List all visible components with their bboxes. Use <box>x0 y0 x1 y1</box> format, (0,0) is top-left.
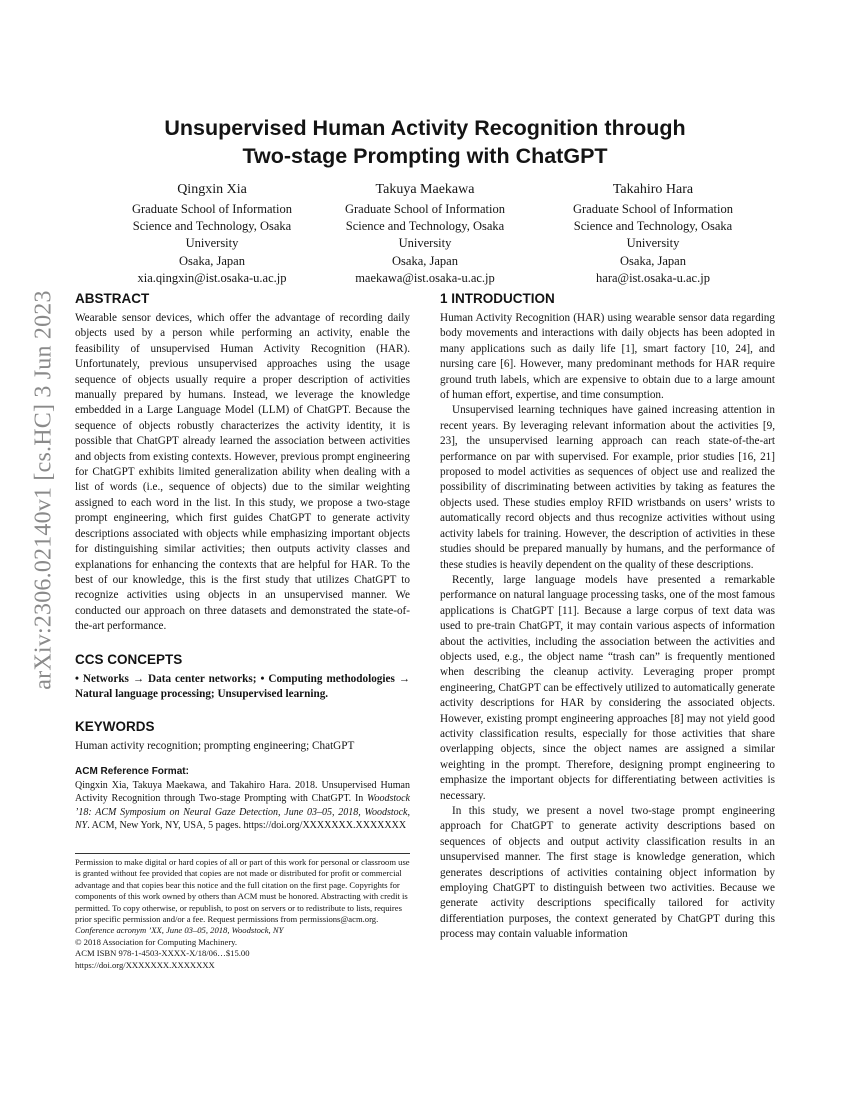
author-email: maekawa@ist.osaka-u.ac.jp <box>355 270 495 285</box>
ccs-heading: CCS CONCEPTS <box>75 651 183 667</box>
permission-notice: Permission to make digital or hard copies of all or part of this work for personal or classroom use is granted without fee provided that copies are not made or distributed for profit or commercial advantage and that copies bear this notice and the full citation on the first page. Copyrights for components of this work owned by others than ACM must be honored. Abstracting with credit is permitted. To copy otherwise, or republish, to post on servers or to redistribute to lists, requires prior specific permission and/or a fee. Request permissions from permissions@acm.org. <box>75 857 410 925</box>
keywords-text: Human activity recognition; prompting engineering; ChatGPT <box>75 740 355 753</box>
intro-paragraph-1: Human Activity Recognition (HAR) using wearable sensor data regarding body movements and interactions with daily objects has been adopted in many applications such as daily life [1], smart factory [10, 24], and nursing care [6]. However, many predominant methods for HAR require ground truth labels, which are expensive to obtain due to a large amount of human effort, expertise, and time consumption. <box>440 312 775 402</box>
author-name: Takuya Maekawa <box>375 182 475 197</box>
paper-title <box>100 114 750 170</box>
author-affiliation: University <box>185 236 239 251</box>
intro-paragraph-3: Recently, large language models have presented a remarkable performance on natural language processing tasks, one of the most famous applications is ChatGPT [11]. Because a large corpus of text data was used to pre-train ChatGPT, it may contain various aspects of information about the activities, including the association between the activities and objects used, e.g., the object name “trash can” is frequently mentioned when describing the cleanup activity. Leveraging proper prompt engineering, ChatGPT can be effectively utilized to automatically generate activity descriptions for HAR by considering the associated objects. However, existing prompt engineering approaches [8] may not yield good activity classification results, especially for those activities that share overlapping objects, since the object names are assigned a similar weighting in the prompt. Therefore, designing prompt engineering to emphasize the important objects for differentiating between activities is necessary. <box>440 573 775 802</box>
intro-paragraph-4: In this study, we present a novel two-stage prompt engineering approach for ChatGPT to generate activity descriptions based on sequences of objects and output activity classification results in an unsupervised manner. The first stage is knowledge generation, which generates descriptions of activities containing object information by employing ChatGPT to distinguish between two activities. Because we generate activity descriptions specifically tailored for activity differentiation purposes, the context generated by ChatGPT during this process may contain valuable information <box>440 805 775 941</box>
acm-reference-text <box>75 779 410 833</box>
ccs-concepts: • Networks → Data center networks; • Computing methodologies → Natural language processing; Unsupervised learning. <box>75 672 410 700</box>
author-location: Osaka, Japan <box>179 253 245 268</box>
right-column <box>440 290 775 943</box>
author-name: Takahiro Hara <box>612 182 694 197</box>
abstract-heading: ABSTRACT <box>75 291 150 306</box>
title-line-1: Unsupervised Human Activity Recognition through <box>164 116 686 140</box>
author-location: Osaka, Japan <box>392 253 458 268</box>
intro-paragraph-2: Unsupervised learning techniques have gained increasing attention in recent years. By leveraging relevant information about the activities [9, 23], the unsupervised learning approach can reach state-of-the-art performance on par with supervised. For example, prior studies [16, 21] proposed to model activities as sequences of object use and realized the possibility of discriminating between activities by taking as features the objects used. These studies employ RFID wristbands on users’ wrists to automatically record objects and thus recognize activities without using activity labels for training. However, the description of activities in these studies should be prepared manually by humans, and the performance of these studies is heavily dependent on the quality of these descriptions. <box>440 404 775 571</box>
title-line-2: Two-stage Prompting with ChatGPT <box>242 144 608 168</box>
author-block <box>112 180 312 287</box>
author-name: Qingxin Xia <box>177 182 247 197</box>
acm-reference-authors: Qingxin Xia, Takuya Maekawa, and Takahiro Hara. 2018. Unsupervised Human Activity Recognition through Two-stage Prompting with ChatGPT. In <box>75 779 410 805</box>
author-affiliation: Graduate School of Information <box>572 202 734 216</box>
keywords-heading: KEYWORDS <box>75 719 155 735</box>
acm-reference-heading: ACM Reference Format: <box>75 765 189 777</box>
introduction-heading: 1 INTRODUCTION <box>440 291 555 306</box>
author-affiliation: Graduate School of Information <box>131 202 293 216</box>
arxiv-side-stamp <box>24 290 64 690</box>
acm-reference-publisher: . ACM, New York, NY, USA, 5 pages. https://doi.org/XXXXXXX.XXXXXXX <box>87 820 407 832</box>
author-email: hara@ist.osaka-u.ac.jp <box>596 270 710 285</box>
author-affiliation: University <box>626 236 680 251</box>
author-affiliation: University <box>398 236 452 251</box>
author-affiliation: Science and Technology, Osaka <box>132 219 292 234</box>
doi-line: https://doi.org/XXXXXXX.XXXXXXX <box>75 959 215 970</box>
arxiv-identifier: arXiv:2306.02140v1 [cs.HC] 3 Jun 2023 <box>30 290 57 690</box>
copyright-footnote <box>75 853 410 971</box>
acm-reference-venue: Woodstock ’18: ACM Symposium on Neural Gaze Detection, June 03–05, 2018, Woodstock, NY <box>75 793 410 832</box>
copyright-line: © 2018 Association for Computing Machinery. <box>75 936 238 947</box>
abstract-text: Wearable sensor devices, which offer the advantage of recording daily objects used by a person while performing an activity, enable the feasibility of unsupervised Human Activity Recognition (HAR). Unfortunately, previous unsupervised approaches using the usage sequence of objects usually require a proper description of activities manually prepared by humans. Instead, we leverage the knowledge embedded in a Large Language Model (LLM) of ChatGPT. Because the sequence of objects robustly characterizes the activity identity, it is possible that ChatGPT already learned the association between activities and objects from existing contexts. However, previous prompt engineering for ChatGPT exhibits limited generalization ability when dealing with a list of words (i.e., sequence of objects) due to the similar weighting assigned to each word in the list. In this study, we propose a two-stage prompt engineering, which first guides ChatGPT to generate activity descriptions associated with objects while emphasizing important objects for distinguishing similar activities; then outputs activity classes and explanations for enhancing the contexts that are helpful for HAR. To the best of our knowledge, this is the first study that utilizes ChatGPT to recognize activities using objects in an unsupervised manner. We conducted our approach on three datasets and demonstrated the state-of-the-art performance. <box>75 312 410 633</box>
isbn-line: ACM ISBN 978-1-4503-XXXX-X/18/06…$15.00 <box>75 948 250 959</box>
author-block <box>553 180 753 287</box>
author-affiliation: Science and Technology, Osaka <box>345 219 505 234</box>
author-block <box>325 180 525 287</box>
author-affiliation: Graduate School of Information <box>344 202 506 216</box>
conference-line: Conference acronym ’XX, June 03–05, 2018, Woodstock, NY <box>75 925 284 936</box>
author-affiliation: Science and Technology, Osaka <box>573 219 733 234</box>
left-column <box>75 290 410 833</box>
author-email: xia.qingxin@ist.osaka-u.ac.jp <box>137 270 287 285</box>
author-location: Osaka, Japan <box>620 253 686 268</box>
